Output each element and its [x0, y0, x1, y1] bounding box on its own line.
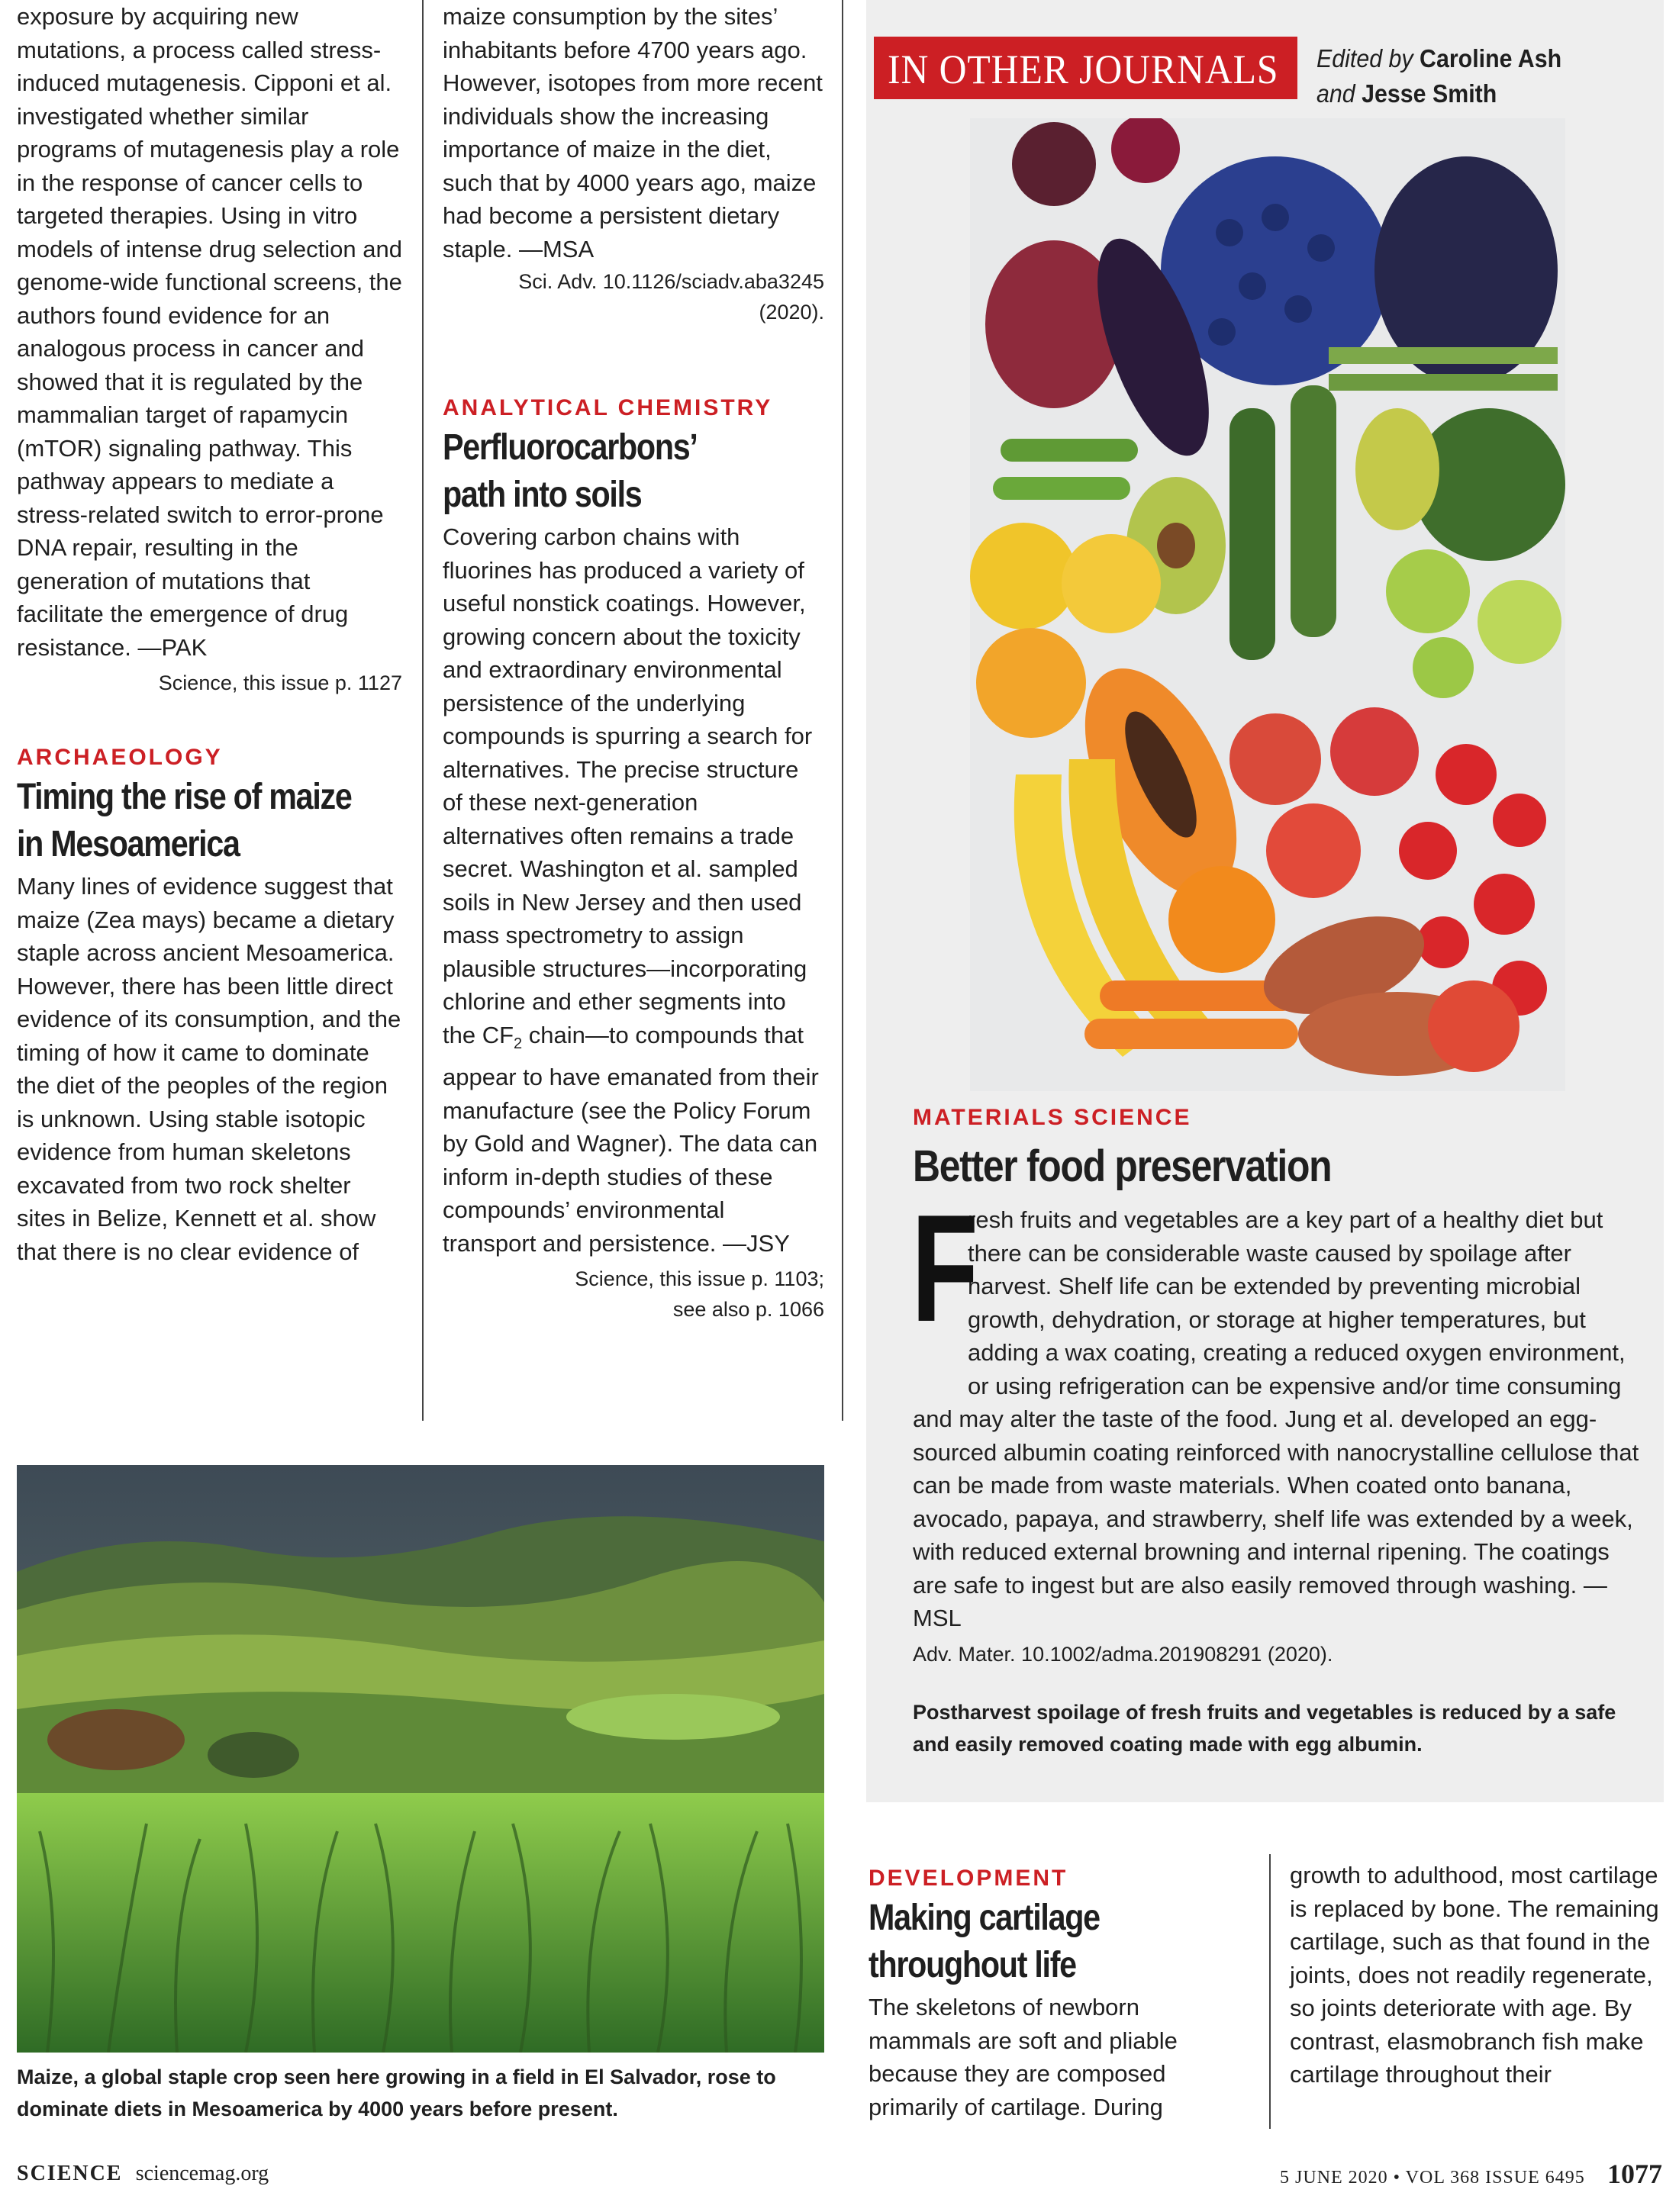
column-divider-3: [1269, 1854, 1271, 2129]
footer-journal: SCIENCE: [17, 2162, 123, 2185]
editors-line-2: [1316, 76, 1561, 111]
materials-text: resh fruits and vegetables are a key part of a healthy diet but there can be considerable waste caused by spoilage after harvest. Shelf life can be extended by preventing microbial growth, dehydration, or storage at higher temperatures, but adding a wax coating, creating a reduced oxygen environment, or using refrigeration can be expensive and/or time consuming and may alter the taste of the food. Jung et al. developed an egg-sourced albumin coating reinforced with nanocrystalline cellulose that can be made from waste materials. When coated onto banana, avocado, papaya, and strawberry, shelf life was extended by a week, with reduced external browning and internal ripening. The coatings are safe to ingest but are also easily removed through washing. —MSL: [913, 1206, 1639, 1631]
footer-right: [1280, 2158, 1662, 2190]
chemistry-citation-1: Science, this issue p. 1103;: [575, 1267, 824, 1291]
archaeology-citation-1: Sci. Adv. 10.1126/sciadv.aba3245: [518, 270, 824, 293]
and-label: and: [1316, 79, 1355, 108]
in-other-journals-panel: [866, 0, 1664, 1802]
footer-site[interactable]: sciencemag.org: [135, 2162, 269, 2185]
continued-article-text: exposure by acquiring new mutations, a process called stress-induced mutagenesis. Cipponi et al. investigated whether similar programs of mutagenesis play a role in the response of cancer cells to targeted therapies. Using in vitro models of intense drug selection and genome-wide functional screens, the authors found evidence for an analogous process in cancer and showed that it is regulated by the mammalian target of rapamycin (mTOR) signaling pathway. This pathway appears to mediate a stress-related switch to error-prone DNA repair, resulting in the generation of mutations that facilitate the emergence of drug resistance. —PAK: [17, 3, 402, 661]
archaeology-citation-2: (2020).: [759, 301, 824, 324]
chemistry-headline: [443, 424, 824, 519]
footer-left: [17, 2162, 269, 2186]
banner: [874, 37, 1297, 99]
chemistry-subscript: 2: [514, 1035, 523, 1052]
continued-article-citation: Science, this issue p. 1127: [158, 671, 402, 694]
footer-issue: 5 JUNE 2020 • VOL 368 ISSUE 6495: [1280, 2168, 1585, 2188]
development-text-left: The skeletons of newborn mammals are soft and pliable because they are composed primarily of cartilage. During: [869, 1994, 1178, 2120]
materials-headline: Better food preservation: [913, 1141, 1332, 1191]
produce-photo: [970, 118, 1565, 1091]
development-headline: [869, 1895, 1250, 1989]
banner-title: IN OTHER JOURNALS: [888, 47, 1279, 92]
chemistry-text-part-a: Covering carbon chains with fluorines has produced a variety of useful nonstick coatings. However, growing concern about the toxicity and extraordinary environmental persistence of the underlying compounds is spurring a search for alternatives. The precise structure of these next-generation alternatives often remains a trade secret. Washington et al. sampled soils in New Jersey and then used mass spectrometry to assign plausible structures—incorporating chlorine and ether segments into the CF: [443, 523, 813, 1048]
column-2: [443, 0, 824, 1325]
chemistry-text-part-b: chain—to compounds that appear to have emanated from their manufacture (see the Policy Forum by Gold and Wagner). The data can inform in-depth studies of these compounds’ environmental transport and persistence. —JSY: [443, 1021, 819, 1257]
editors-line-1: [1316, 41, 1561, 76]
development-right-column: [1290, 1859, 1668, 2091]
development-headline-line-2: throughout life: [869, 1945, 1076, 1985]
column-divider-1: [422, 0, 424, 1421]
materials-dropcap: F: [911, 1183, 978, 1354]
editor-2: Jesse Smith: [1362, 79, 1497, 108]
editors: [1316, 41, 1561, 111]
chemistry-text: [443, 520, 824, 1260]
chemistry-headline-line-1: Perfluorocarbons’: [443, 427, 698, 468]
archaeology-headline-line-2: in Mesoamerica: [17, 824, 240, 865]
edited-by-label: Edited by: [1316, 44, 1413, 72]
archaeology-kicker: ARCHAEOLOGY: [17, 745, 223, 770]
fruits-vegetables-illustration: [970, 118, 1565, 1091]
development-left-column: [869, 1866, 1250, 2123]
maize-field-photo: [17, 1465, 824, 2053]
development-text-right: growth to adulthood, most cartilage is replaced by bone. The remaining cartilage, such as that found in the joints, does not readily regenerate, so joints deteriorate with age. By contrast, elasmobranch fish make cartilage throughout their: [1290, 1862, 1659, 2088]
development-kicker: DEVELOPMENT: [869, 1866, 1068, 1891]
materials-photo-caption: Postharvest spoilage of fresh fruits and vegetables is reduced by a safe and easily removed coating made with egg albumin.: [913, 1700, 1616, 1756]
development-headline-line-1: Making cartilage: [869, 1898, 1100, 1938]
materials-kicker: MATERIALS SCIENCE: [913, 1105, 1192, 1130]
maize-field-illustration: [17, 1465, 824, 2053]
archaeology-headline: [17, 774, 402, 868]
archaeology-continued-text: maize consumption by the sites’ inhabitants before 4700 years ago. However, isotopes from more recent individuals show the increasing importance of maize in the diet, such that by 4000 years ago, maize had become a persistent dietary staple. —MSA: [443, 3, 823, 262]
materials-article: [911, 1183, 1645, 1760]
archaeology-headline-line-1: Timing the rise of maize: [17, 777, 352, 817]
chemistry-citation-2: see also p. 1066: [672, 1298, 824, 1322]
column-1: [17, 0, 402, 1268]
archaeology-text: Many lines of evidence suggest that maize (Zea mays) became a dietary staple across ancient Mesoamerica. However, there has been little direct evidence of its consumption, and the timing of how it came to dominate the diet of the peoples of the region is unknown. Using stable isotopic evidence from human skeletons excavated from two rock shelter sites in Belize, Kennett et al. show that there is no clear evidence of: [17, 873, 401, 1265]
maize-photo-caption: Maize, a global staple crop seen here growing in a field in El Salvador, rose to dominate diets in Mesoamerica by 4000 years before present.: [17, 2065, 776, 2120]
materials-citation: Adv. Mater. 10.1002/adma.201908291 (2020).: [913, 1642, 1333, 1666]
chemistry-kicker: ANALYTICAL CHEMISTRY: [443, 395, 773, 420]
chemistry-headline-line-2: path into soils: [443, 475, 642, 515]
column-divider-2: [842, 0, 843, 1421]
editor-1: Caroline Ash: [1420, 44, 1562, 72]
footer-page-number: 1077: [1607, 2159, 1662, 2189]
